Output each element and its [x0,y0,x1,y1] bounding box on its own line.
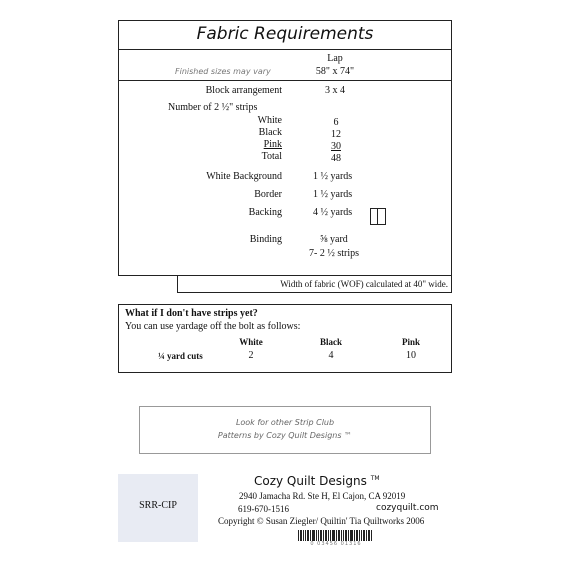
binding-value-yard: ⅝ yard [320,234,348,245]
black-label: Black [258,127,282,138]
fabric-requirements-box [118,20,452,276]
fabric-title: Fabric Requirements [196,24,374,44]
promo-line-1: Look for other Strip Club [235,418,335,427]
binding-value-strips: 7- 2 ½ strips [309,248,359,259]
company-name [254,474,380,488]
white-background-label: White Background [206,171,282,182]
header-divider [118,80,452,81]
white-background-value: 1 ½ yards [313,171,353,182]
copyright: Copyright © Susan Ziegler/ Quiltin' Tia Quiltworks 2006 [218,516,425,526]
strips-heading: Number of 2 ½" strips [168,102,258,113]
quarter-yard-cuts-label: ¼ yard cuts [158,351,203,361]
title-divider [118,49,452,50]
backing-value: 4 ½ yards [313,207,353,218]
trademark: TM [370,475,380,482]
white-label: White [257,115,282,126]
border-label: Border [254,189,282,200]
wof-note: Width of fabric (WOF) calculated at 40" wide. [280,279,448,289]
total-value: 48 [331,153,341,164]
pink-label: Pink [263,139,282,150]
address: 2940 Jamacha Rd. Ste H, El Cajon, CA 92019 [239,491,406,501]
column-pink: Pink [401,337,420,347]
company-name-text: Cozy Quilt Designs [254,474,367,488]
phone: 619-670-1516 [238,504,289,514]
pink-cut-value: 10 [406,350,416,361]
pink-value: 30 [331,141,341,152]
barcode-number: 0 03456 01316 [310,541,362,547]
website: cozyquilt.com [376,503,439,513]
white-cut-value: 2 [248,350,254,361]
black-cut-value: 4 [328,350,334,361]
promo-line-2: Patterns by Cozy Quilt Designs ™ [217,431,353,440]
backing-seam-diagram [370,208,386,225]
size-label: Lap [327,53,343,64]
block-arrangement-value: 3 x 4 [325,85,345,96]
column-black: Black [319,337,342,347]
total-label: Total [261,151,282,162]
border-value: 1 ½ yards [313,189,353,200]
block-arrangement-label: Block arrangement [205,85,282,96]
backing-label: Backing [248,207,282,218]
pattern-code: SRR-CIP [139,500,177,511]
white-value: 6 [333,117,339,128]
size-dims: 58" x 74" [315,66,355,77]
promo-box [139,406,431,454]
strips-subtitle: You can use yardage off the bolt as follows: [125,321,301,332]
strips-question: What if I don't have strips yet? [125,308,258,319]
black-value: 12 [331,129,341,140]
finished-note: Finished sizes may vary [175,67,271,76]
binding-label: Binding [249,234,282,245]
column-white: White [239,337,263,347]
